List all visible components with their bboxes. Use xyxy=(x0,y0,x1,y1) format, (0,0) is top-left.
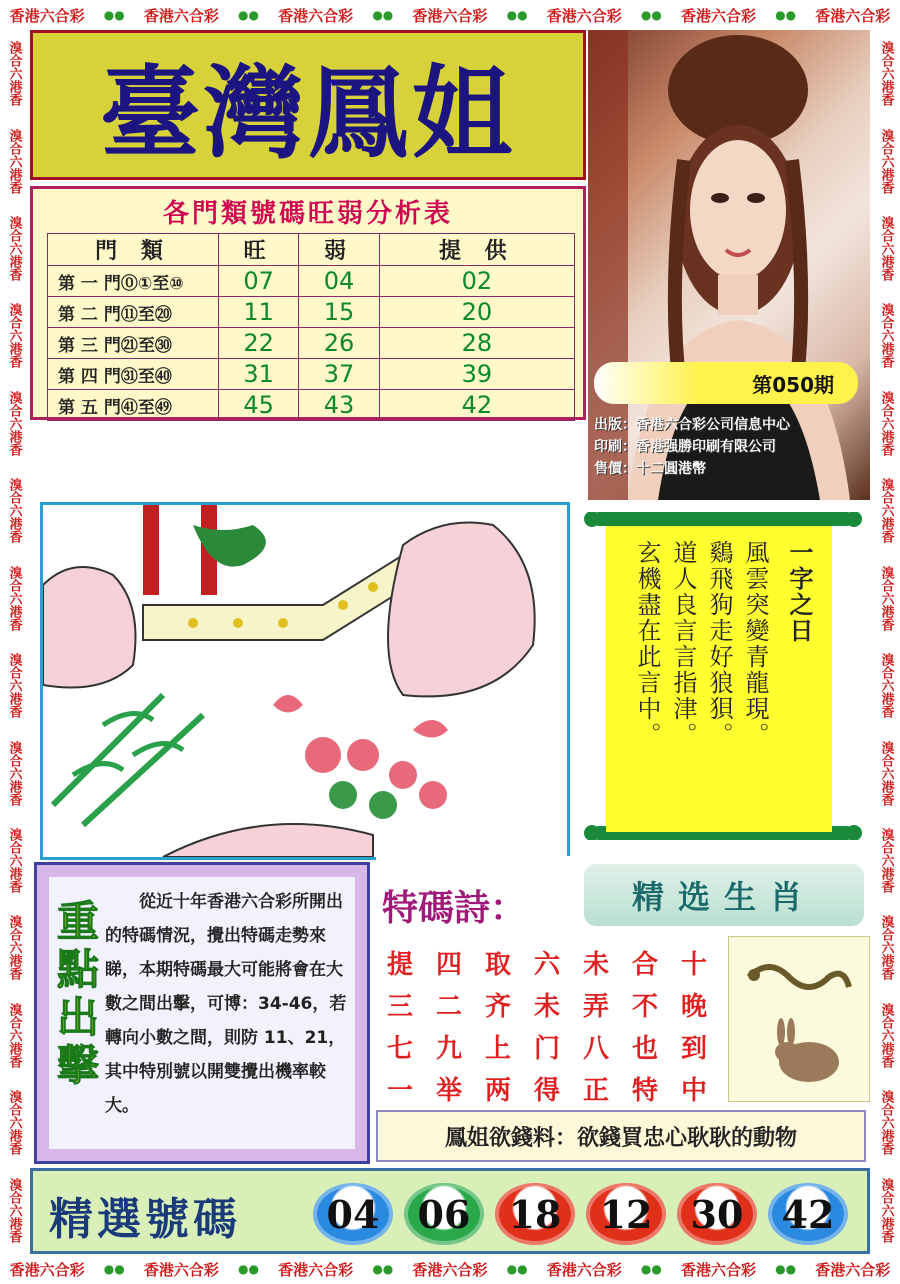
poem-line: 風雲突變青龍現。 xyxy=(741,540,769,748)
zodiac-illustration xyxy=(729,937,869,1101)
money-tip-text: 鳳姐欲錢料：欲錢買忠心耿耿的動物 xyxy=(444,1124,797,1151)
table-row xyxy=(48,390,575,421)
tema-poem-char: 到 xyxy=(680,1034,707,1064)
tema-poem-char: 齐 xyxy=(484,992,511,1022)
border-text: 香港六合彩 xyxy=(815,6,891,25)
left-border-strip xyxy=(0,30,28,1254)
border-text: 溴合六港香 xyxy=(6,128,22,194)
border-dots: ●● xyxy=(103,1262,125,1276)
wang-cell: 07 xyxy=(219,266,299,297)
zodiac-badge-text: 精选生肖 xyxy=(631,878,816,916)
tema-poem-char: 上 xyxy=(484,1034,511,1064)
table-row xyxy=(48,297,575,328)
tema-poem-char: 也 xyxy=(631,1034,658,1064)
tema-poem-char: 不 xyxy=(631,992,658,1022)
number-ball: 06 xyxy=(404,1183,484,1245)
selected-numbers-panel xyxy=(30,1168,870,1254)
border-text: 溴合六港香 xyxy=(6,1002,22,1068)
table-row xyxy=(48,359,575,390)
analysis-table-panel xyxy=(30,186,586,420)
tema-poem-char: 提 xyxy=(386,950,413,980)
publisher-info xyxy=(594,414,864,480)
tema-poem-char: 取 xyxy=(484,950,511,980)
border-dots: ●● xyxy=(640,1262,662,1276)
border-text: 溴合六港香 xyxy=(6,478,22,544)
tigong-cell: 42 xyxy=(379,390,574,421)
tema-poem-char: 七 xyxy=(386,1034,413,1064)
border-text: 香港六合彩 xyxy=(9,6,85,25)
column-header: 旺 xyxy=(219,234,299,266)
border-text: 溴合六港香 xyxy=(6,303,22,369)
border-text: 香港六合彩 xyxy=(143,6,219,25)
tigong-cell: 20 xyxy=(379,297,574,328)
wang-cell: 11 xyxy=(219,297,299,328)
border-text: 溴合六港香 xyxy=(878,1177,894,1243)
tema-poem-char: 晚 xyxy=(680,992,707,1022)
border-text: 溴合六港香 xyxy=(878,128,894,194)
wang-cell: 45 xyxy=(219,390,299,421)
border-text: 香港六合彩 xyxy=(680,1260,756,1279)
border-dots: ●● xyxy=(372,8,394,22)
border-text: 溴合六港香 xyxy=(878,1002,894,1068)
row-label: 第 四 門㉛至㊵ xyxy=(48,359,219,390)
border-text: 溴合六港香 xyxy=(878,303,894,369)
border-text: 香港六合彩 xyxy=(143,1260,219,1279)
border-dots: ●● xyxy=(775,1262,797,1276)
border-text: 溴合六港香 xyxy=(878,740,894,806)
table-header-row xyxy=(48,234,575,266)
tema-poem-char: 六 xyxy=(533,950,560,980)
tema-poem-char: 弄 xyxy=(582,992,609,1022)
tema-poem-char: 特 xyxy=(631,1076,658,1106)
tema-poem-char: 门 xyxy=(533,1034,560,1064)
printer-line: 印刷：香港强勝印刷有限公司 xyxy=(594,439,776,455)
border-text: 香港六合彩 xyxy=(412,6,488,25)
border-text: 香港六合彩 xyxy=(278,6,354,25)
key-analysis-inner xyxy=(49,877,355,1149)
column-header: 弱 xyxy=(299,234,379,266)
border-dots: ●● xyxy=(506,8,528,22)
zodiac-badge xyxy=(584,864,864,926)
border-text: 香港六合彩 xyxy=(815,1260,891,1279)
tema-poem-char: 八 xyxy=(582,1034,609,1064)
row-label: 第 三 門㉑至㉚ xyxy=(48,328,219,359)
border-text: 溴合六港香 xyxy=(6,1090,22,1156)
border-text: 溴合六港香 xyxy=(878,565,894,631)
ruo-cell: 15 xyxy=(299,297,379,328)
number-ball: 30 xyxy=(677,1183,757,1245)
number-ball: 18 xyxy=(495,1183,575,1245)
number-ball: 12 xyxy=(586,1183,666,1245)
border-text: 香港六合彩 xyxy=(546,1260,622,1279)
wang-cell: 22 xyxy=(219,328,299,359)
tema-poem-char: 举 xyxy=(435,1076,462,1106)
tema-poem-char: 两 xyxy=(484,1076,511,1106)
tema-poem-char: 合 xyxy=(631,950,658,980)
border-text: 溴合六港香 xyxy=(6,828,22,893)
border-text: 溴合六港香 xyxy=(6,565,22,631)
garden-painting xyxy=(40,502,570,860)
tema-poem-char: 四 xyxy=(435,950,462,980)
dragon-icon xyxy=(749,967,849,987)
table-row xyxy=(48,328,575,359)
ruo-cell: 26 xyxy=(299,328,379,359)
column-header: 門 類 xyxy=(48,234,219,266)
row-label: 第 五 門㊶至㊾ xyxy=(48,390,219,421)
issue-number: 第050期 xyxy=(752,372,834,397)
issue-badge xyxy=(594,362,858,404)
key-analysis-title: 重點出擊 xyxy=(51,899,100,1091)
zodiac-images xyxy=(728,936,870,1102)
border-text: 溴合六港香 xyxy=(6,390,22,456)
border-text: 溴合六港香 xyxy=(878,915,894,981)
garden-illustration xyxy=(43,505,567,857)
border-text: 溴合六港香 xyxy=(878,478,894,544)
border-text: 香港六合彩 xyxy=(412,1260,488,1279)
border-text: 溴合六港香 xyxy=(878,828,894,893)
border-text: 溴合六港香 xyxy=(878,390,894,456)
border-text: 溴合六港香 xyxy=(6,915,22,981)
poem-line: 鷄飛狗走好狼狽。 xyxy=(705,540,733,748)
tema-poem-char: 十 xyxy=(680,950,707,980)
column-header: 提 供 xyxy=(379,234,574,266)
money-tip xyxy=(376,1110,866,1162)
border-text: 香港六合彩 xyxy=(546,6,622,25)
ruo-cell: 04 xyxy=(299,266,379,297)
poem-line: 玄機盡在此言中。 xyxy=(633,540,661,748)
tema-poem-label: 特碼詩： xyxy=(382,887,527,929)
poem-text-area xyxy=(606,526,832,832)
page-title: 臺灣鳳姐 xyxy=(100,54,516,172)
key-analysis-text: 從近十年香港六合彩所開出的特碼情況，攪出特碼走勢來睇，本期特碼最大可能將會在大數之間出擊，可博：34-46，若轉向小數之間，則防 11、21，其中特別號以開雙攪出機率較大。 xyxy=(105,892,347,1116)
tema-poem-char: 九 xyxy=(435,1034,462,1064)
tema-poem-char: 三 xyxy=(386,992,413,1022)
tema-poem-char: 一 xyxy=(386,1076,413,1106)
tema-poem-char: 未 xyxy=(533,992,560,1022)
right-border-strip xyxy=(872,30,900,1254)
border-dots: ●● xyxy=(103,8,125,22)
border-text: 溴合六港香 xyxy=(878,41,894,107)
bottom-border-strip xyxy=(0,1254,900,1284)
border-dots: ●● xyxy=(238,8,259,22)
border-text: 香港六合彩 xyxy=(9,1260,85,1279)
number-ball: 04 xyxy=(313,1183,393,1245)
analysis-table xyxy=(47,233,575,421)
price-line: 售價：十二圓港幣 xyxy=(594,461,706,477)
top-border-strip xyxy=(0,0,900,30)
border-text: 溴合六港香 xyxy=(878,653,894,719)
row-label: 第 二 門⑪至⑳ xyxy=(48,297,219,328)
key-analysis-panel xyxy=(34,862,370,1164)
tema-poem-char: 中 xyxy=(680,1076,707,1106)
border-text: 香港六合彩 xyxy=(278,1260,354,1279)
border-text: 溴合六港香 xyxy=(878,216,894,282)
tema-poem-char: 正 xyxy=(582,1076,609,1106)
table-row xyxy=(48,266,575,297)
tema-poem-char: 未 xyxy=(582,950,609,980)
border-text: 溴合六港香 xyxy=(6,1177,22,1243)
wang-cell: 31 xyxy=(219,359,299,390)
poem-line: 道人良言言指津。 xyxy=(669,540,697,748)
analysis-table-title: 各門類號碼旺弱分析表 xyxy=(162,199,453,229)
tema-poem-char: 二 xyxy=(435,992,462,1022)
number-ball: 42 xyxy=(768,1183,848,1245)
tigong-cell: 02 xyxy=(379,266,574,297)
border-text: 溴合六港香 xyxy=(6,216,22,282)
poem-title: 一字之日 xyxy=(785,540,814,644)
ruo-cell: 37 xyxy=(299,359,379,390)
tigong-cell: 39 xyxy=(379,359,574,390)
border-text: 溴合六港香 xyxy=(6,653,22,719)
tema-poem-char: 得 xyxy=(533,1076,560,1106)
border-dots: ●● xyxy=(238,1262,259,1276)
border-text: 溴合六港香 xyxy=(878,1090,894,1156)
publisher-line: 出版：香港六合彩公司信息中心 xyxy=(594,417,790,433)
border-text: 溴合六港香 xyxy=(6,41,22,107)
tigong-cell: 28 xyxy=(379,328,574,359)
border-dots: ●● xyxy=(372,1262,394,1276)
border-dots: ●● xyxy=(506,1262,528,1276)
border-text: 香港六合彩 xyxy=(680,6,756,25)
border-text: 溴合六港香 xyxy=(6,740,22,806)
ruo-cell: 43 xyxy=(299,390,379,421)
selected-numbers-label: 精選號碼 xyxy=(49,1194,241,1245)
border-dots: ●● xyxy=(640,8,662,22)
row-label: 第 一 門⓪①至⑩ xyxy=(48,266,219,297)
border-dots: ●● xyxy=(775,8,797,22)
title-banner xyxy=(30,30,586,180)
